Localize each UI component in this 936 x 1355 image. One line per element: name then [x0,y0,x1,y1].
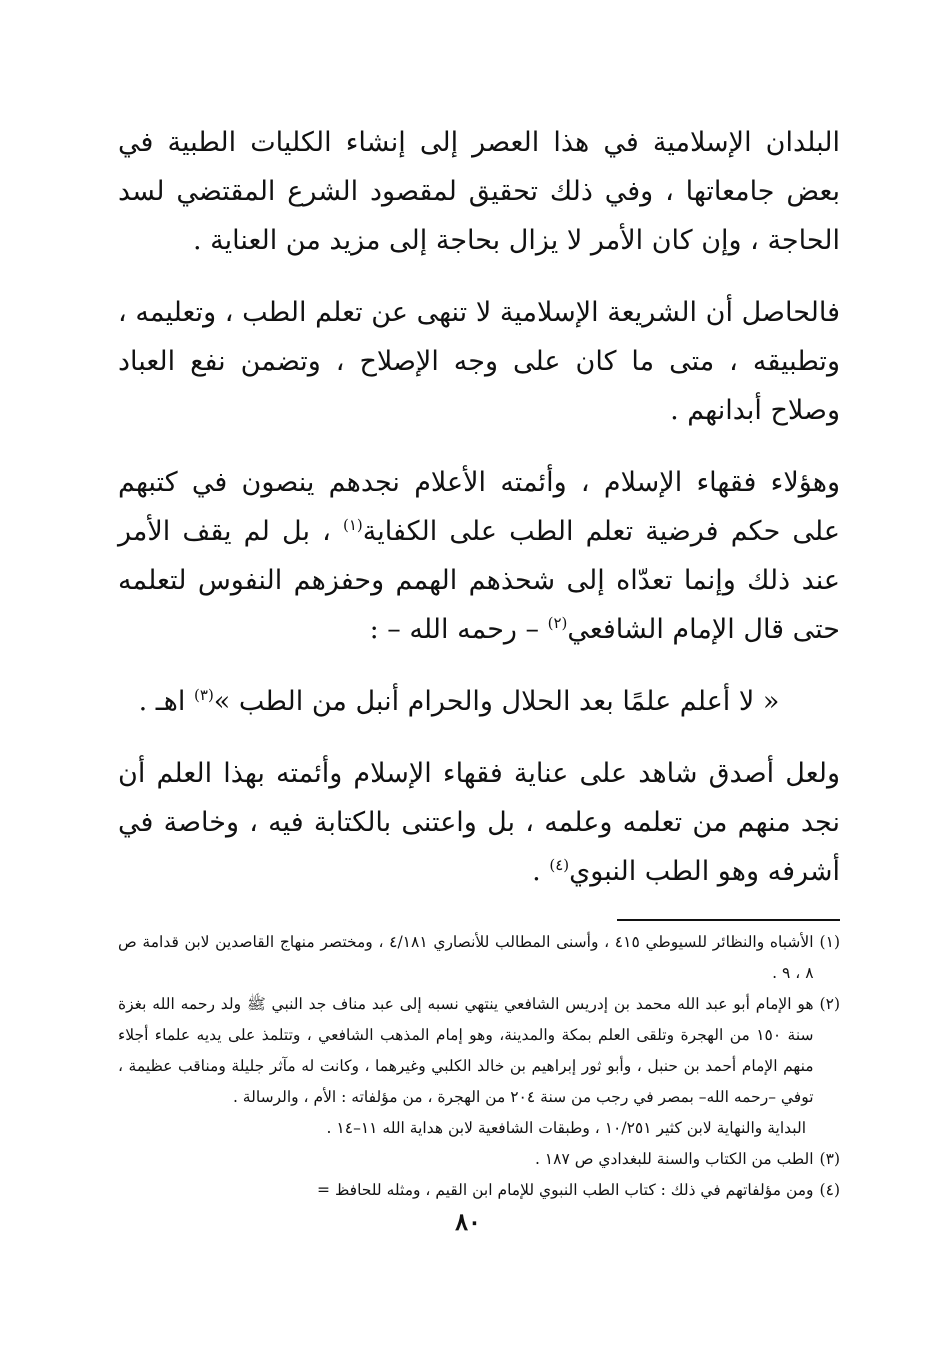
quote-tail: اهـ . [138,686,195,717]
footnote-1 [118,927,840,989]
footnote-text: البداية والنهاية لابن كثير ١٠/٢٥١ ، وطبقات الشافعية لابن هداية الله ١١–١٤ . [326,1119,806,1137]
footnote-2 [118,989,840,1113]
footnote-number: (٣) [819,1150,840,1168]
footnote-number: (١) [819,933,840,951]
footnote-ref-1[interactable]: (١) [342,516,363,534]
paragraph-3-part-3: – رحمه الله – : [369,614,548,645]
paragraph-1: البلدان الإسلامية في هذا العصر إلى إنشاء الكليات الطبية في بعض جامعاتها ، وفي ذلك تحقيق لمقصود الشرع المقتضي لسد الحاجة ، وإن كان الأمر لا يزال بحاجة إلى مزيد من العناية . [118,127,840,256]
footnote-text: هو الإمام أبو عبد الله محمد بن إدريس الشافعي ينتهي نسبه إلى عبد مناف جد النبي ﷺ ولد رحمه الله بغزة سنة ١٥٠ من الهجرة وتلقى العلم بمكة والمدينة، وهو إمام المذهب الشافعي ، وتتلمذ على يديه علماء أجلاء منهم الإمام أحمد بن حنبل ، وأبو ثور إبراهيم بن خالد الكلبي وغيرهما ، وكانت له مآثر جليلة ومناقب عظيمة ، توفي –رحمه الله– بمصر في رجب من سنة ٢٠٤ من الهجرة ، من مؤلفاته : الأم ، والرسالة . [118,995,814,1106]
paragraph-5 [118,749,840,896]
paragraph-5-tail: . [532,856,550,887]
quote-text: « لا أعلم علمًا بعد الحلال والحرام أنبل من الطب » [213,686,780,717]
paragraph-3-part-1: وهؤلاء فقهاء الإسلام ، وأئمته الأعلام نجدهم ينصون في كتبهم على حكم فرضية تعلم الطب على الكفاية [118,467,840,547]
shafii-quote [118,677,840,726]
footnote-text: الأشباه والنظائر للسيوطي ٤١٥ ، وأسنى المطالب للأنصاري ٤/١٨١ ، ومختصر منهاج القاصدين لابن قدامة ص ٨ ، ٩ . [118,933,814,982]
footnote-ref-2[interactable]: (٢) [547,614,568,632]
paragraph-3-part-2: ، بل لم يقف الأمر عند ذلك وإنما تعدّاه إلى شحذهم الهمم وحفزهم النفوس لتعلمه حتى قال الإمام الشافعي [118,516,840,645]
paragraph-5-text: ولعل أصدق شاهد على عناية فقهاء الإسلام وأئمته بهذا العلم أن نجد منهم من تعلمه وعلمه ، بل واعتنى بالكتابة فيه ، وخاصة في أشرفه وهو الطب النبوي [118,758,840,887]
footnote-4 [118,1175,840,1206]
footnote-ref-4[interactable]: (٤) [549,856,570,874]
footnote-3 [118,1144,840,1175]
footnote-number: (٤) [819,1181,840,1199]
footnote-text: الطب من الكتاب والسنة للبغدادي ص ١٨٧ . [534,1150,814,1168]
paragraph-3 [118,458,840,654]
footnote-text: ومن مؤلفاتهم في ذلك : كتاب الطب النبوي للإمام ابن القيم ، ومثله للحافظ = [317,1181,814,1199]
footnotes [118,927,840,1206]
paragraph-2: فالحاصل أن الشريعة الإسلامية لا تنهى عن تعلم الطب ، وتعليمه ، وتطبيقه ، متى ما كان على وجه الإصلاح ، وتضمن نفع العباد وصلاح أبدانهم . [118,297,840,426]
page-number: ٨٠ [455,1207,481,1236]
footnote-separator [617,919,840,921]
footnote-ref-3[interactable]: (٣) [194,686,214,704]
page-content [118,118,840,1206]
footnote-number: (٢) [819,995,840,1013]
footnote-2-source [118,1113,840,1144]
